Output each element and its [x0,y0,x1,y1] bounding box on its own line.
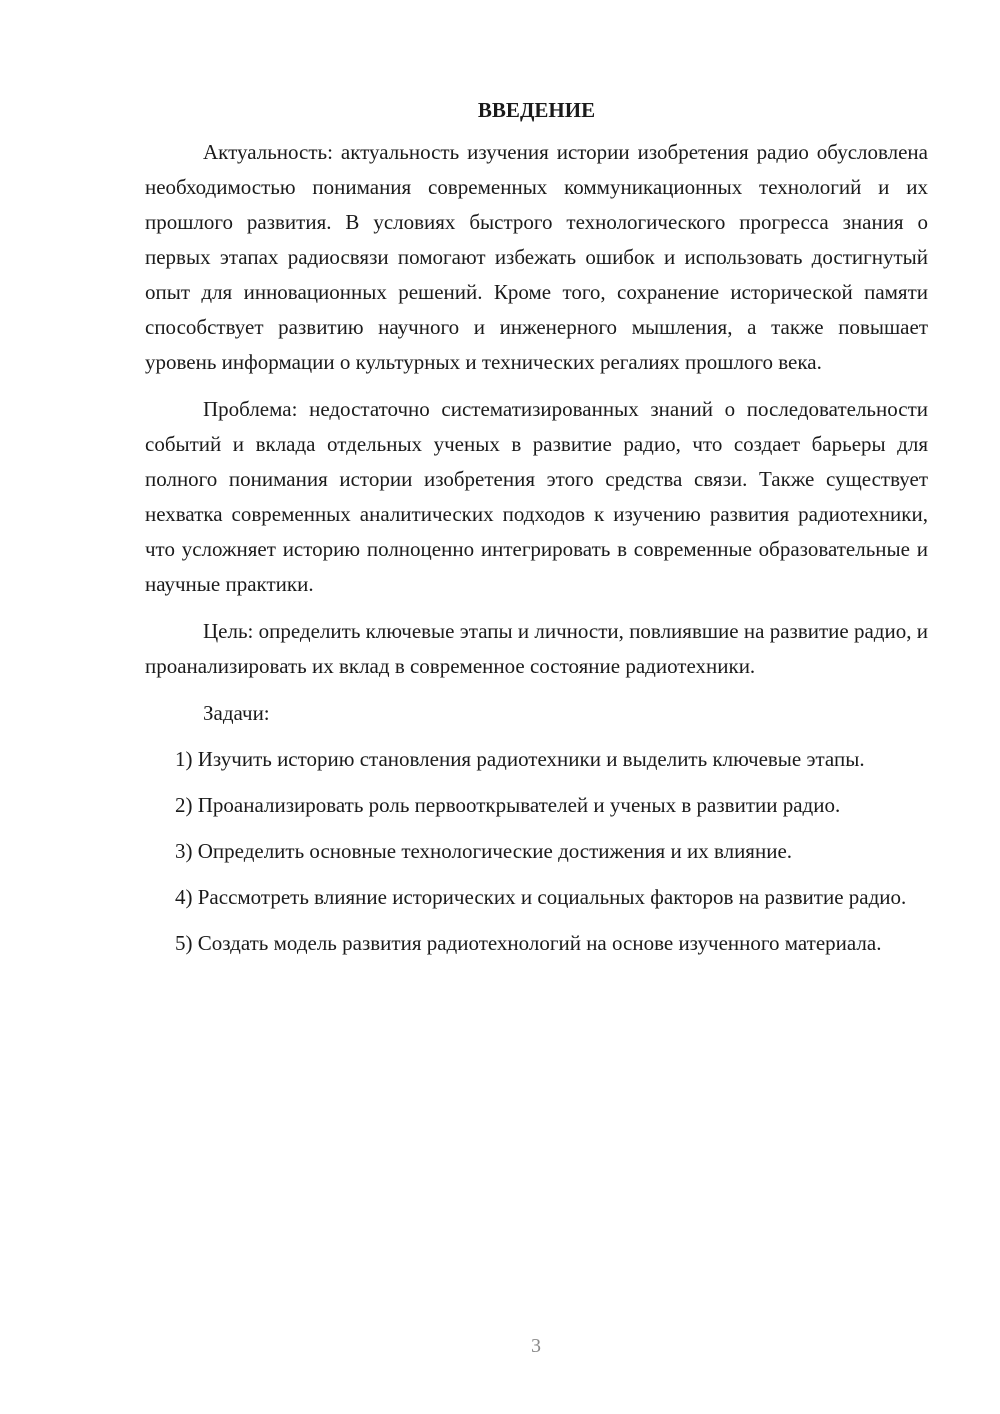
task-item-5: 5) Создать модель развития радиотехнологий на основе изученного материала. [175,931,882,955]
task-item-1: 1) Изучить историю становления радиотехники и выделить ключевые этапы. [175,747,865,771]
problem-paragraph: Проблема: недостаточно систематизированных знаний о последовательности событий и вклада отдельных ученых в развитие радио, что создает барьеры для полного понимания истории изобретения этого средства связи. Также существует нехватка современных аналитических подходов к изучению развития радиотехники, что усложняет историю полноценно интегрировать в современные образовательные и научные практики. [145,397,928,596]
page-content [145,95,928,961]
task-item-3: 3) Определить основные технологические достижения и их влияние. [175,839,793,863]
relevance-paragraph: Актуальность: актуальность изучения истории изобретения радио обусловлена необходимостью понимания современных коммуникационных технологий и их прошлого развития. В условиях быстрого технологического прогресса знания о первых этапах радиосвязи помогают избежать ошибок и использовать достигнутый опыт для инновационных решений. Кроме того, сохранение исторической памяти способствует развитию научного и инженерного мышления, а также повышает уровень информации о культурных и технических регалиях прошлого века. [145,140,928,374]
task-item-4: 4) Рассмотреть влияние исторических и социальных факторов на развитие радио. [175,885,907,909]
goal-paragraph: Цель: определить ключевые этапы и личности, повлиявшие на развитие радио, и проанализировать их вклад в современное состояние радиотехники. [145,619,928,678]
tasks-heading: Задачи: [203,701,270,725]
page-number: 3 [531,1335,541,1357]
task-item-2: 2) Проанализировать роль первооткрывателей и ученых в развитии радио. [175,793,841,817]
section-title: ВВЕДЕНИЕ [477,98,596,122]
